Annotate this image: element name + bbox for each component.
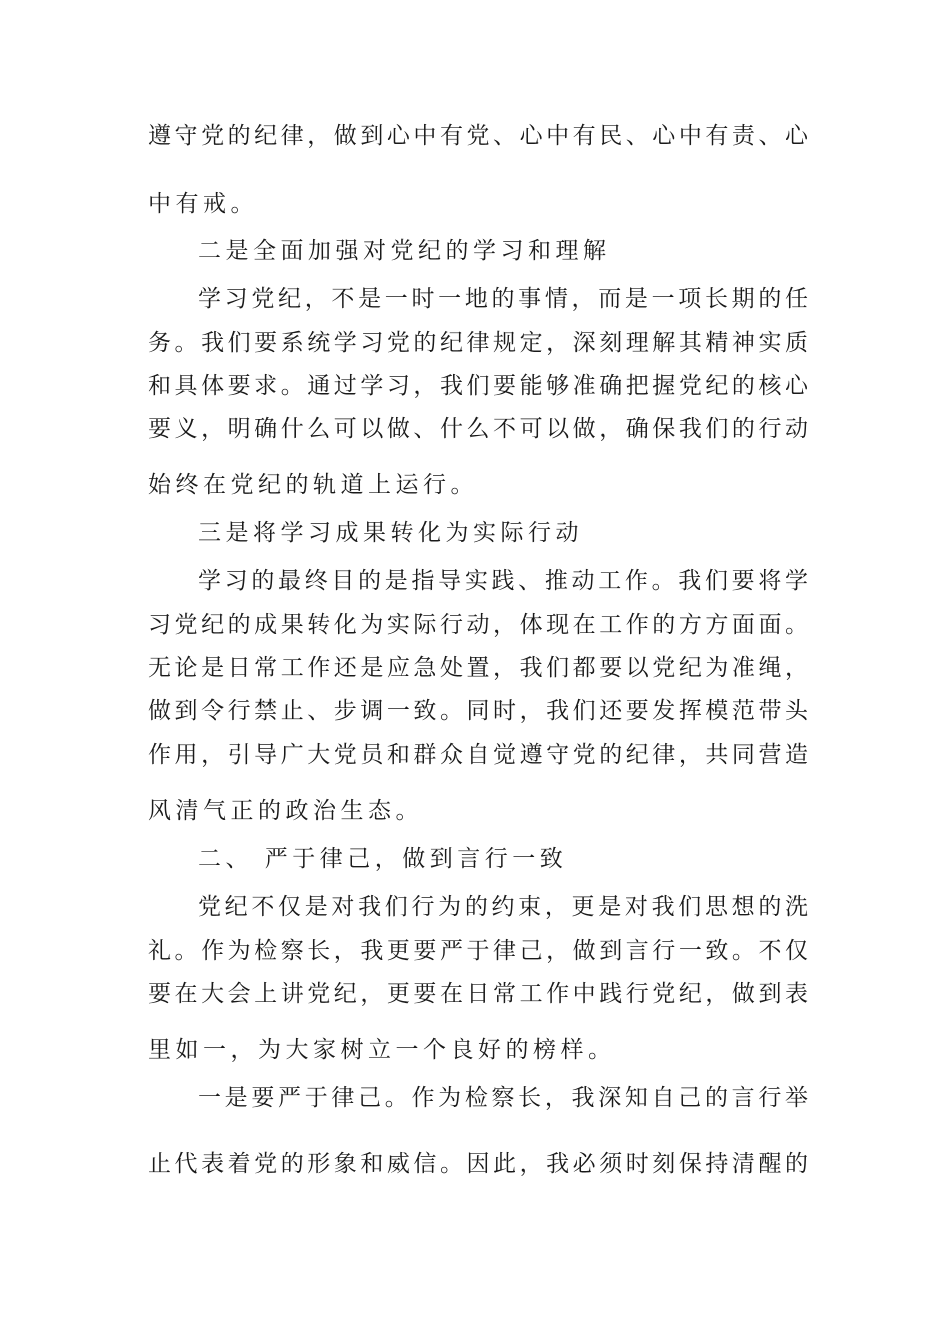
text-line: 止代表着党的形象和威信。因此，我必须时刻保持清醒的 [148,1151,808,1177]
text-line: 作用，引导广大党员和群众自觉遵守党的纪律，共同营造 [148,742,808,768]
text-line: 无论是日常工作还是应急处置，我们都要以党纪为准绳， [148,655,808,681]
text-line: 一是要严于律己。作为检察长，我深知自己的言行举 [198,1085,808,1111]
text-line: 要义，明确什么可以做、什么不可以做，确保我们的行动 [148,416,808,442]
text-line: 习党纪的成果转化为实际行动，体现在工作的方方面面。 [148,612,808,638]
section-heading: 二是全面加强对党纪的学习和理解 [198,238,611,264]
text-line: 要在大会上讲党纪，更要在日常工作中践行党纪，做到表 [148,981,808,1007]
text-line: 学习党纪，不是一时一地的事情，而是一项长期的任 [198,286,808,312]
text-line: 务。我们要系统学习党的纪律规定，深刻理解其精神实质 [148,330,808,356]
text-line: 风清气正的政治生态。 [148,798,423,824]
section-heading: 二、 严于律己，做到言行一致 [198,846,568,872]
text-line: 做到令行禁止、步调一致。同时，我们还要发挥模范带头 [148,698,808,724]
text-line: 和具体要求。通过学习，我们要能够准确把握党纪的核心 [148,373,808,399]
text-line: 中有戒。 [148,191,258,217]
text-line: 学习的最终目的是指导实践、推动工作。我们要将学 [198,568,808,594]
text-line: 里如一，为大家树立一个良好的榜样。 [148,1037,616,1063]
text-line: 礼。作为检察长，我更要严于律己，做到言行一致。不仅 [148,938,808,964]
text-line: 始终在党纪的轨道上运行。 [148,472,478,498]
section-heading: 三是将学习成果转化为实际行动 [198,520,583,546]
text-line: 遵守党的纪律，做到心中有党、心中有民、心中有责、心 [148,123,808,149]
text-line: 党纪不仅是对我们行为的约束，更是对我们思想的洗 [198,894,808,920]
